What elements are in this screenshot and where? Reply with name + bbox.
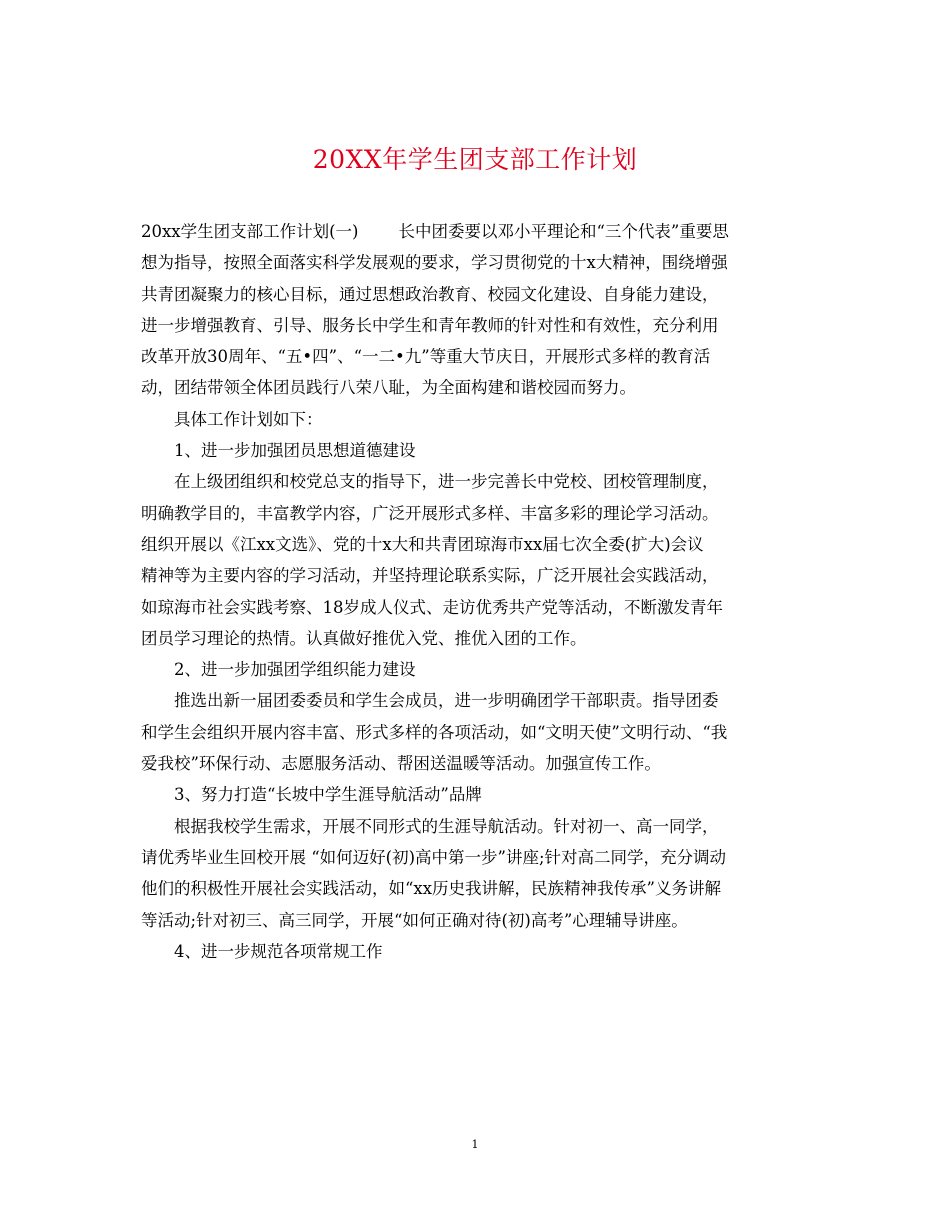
paragraph-line: 他们的积极性开展社会实践活动，如“xx历史我讲解，民族精神我传承”义务讲解 [141, 879, 721, 899]
paragraph-line: 请优秀毕业生回校开展 “如何迈好(初)高中第一步”讲座;针对高二同学，充分调动 [141, 847, 727, 867]
document-body [141, 216, 821, 967]
paragraph-line: 组织开展以《江xx文选》、党的十x大和共青团琼海市xx届七次全委(扩大)会议 [141, 534, 704, 554]
paragraph-line: 明确教学目的，丰富教学内容，广泛开展形式多样、丰富多彩的理论学习活动。 [141, 503, 719, 523]
paragraph-line: 改革开放30周年、“五•四”、“一二•九”等重大节庆日，开展形式多样的教育活 [141, 347, 711, 367]
paragraph-line: 推选出新一届团委委员和学生会成员，进一步明确团学干部职责。指导团委 [174, 691, 719, 711]
section-heading: 4、进一步规范各项常规工作 [174, 941, 383, 961]
section-heading: 1、进一步加强团员思想道德建设 [174, 441, 416, 461]
paragraph-line: 在上级团组织和校党总支的指导下，进一步完善长中党校、团校管理制度， [174, 472, 719, 492]
paragraph-line: 如琼海市社会实践考察、18岁成人仪式、走访优秀共产党等活动，不断激发青年 [141, 597, 723, 617]
section-heading: 3、努力打造“长坡中学生涯导航活动”品牌 [174, 785, 482, 805]
paragraph-line: 动，团结带领全体团员践行八荣八耻，为全面构建和谐校园而努力。 [141, 378, 636, 398]
paragraph-line: 根据我校学生需求，开展不同形式的生涯导航活动。针对初一、高一同学， [174, 816, 719, 836]
paragraph-line: 爱我校”环保行动、志愿服务活动、帮困送温暖等活动。加强宣传工作。 [141, 754, 661, 774]
paragraph-line: 进一步增强教育、引导、服务长中学生和青年教师的针对性和有效性，充分利用 [141, 315, 719, 335]
section-heading-inline: 20xx学生团支部工作计划(一) [141, 222, 359, 241]
paragraph-line: 和学生会组织开展内容丰富、形式多样的各项活动，如“文明天使”文明行动、“我 [141, 722, 728, 742]
section-heading: 2、进一步加强团学组织能力建设 [174, 660, 416, 680]
paragraph-line [141, 216, 821, 247]
paragraph-line: 想为指导，按照全面落实科学发展观的要求，学习贯彻党的十x大精神，围绕增强 [141, 253, 728, 273]
page-number: 1 [471, 1138, 479, 1151]
paragraph-text: 长中团委要以邓小平理论和“三个代表”重要思 [398, 222, 729, 241]
paragraph-line: 精神等为主要内容的学习活动，并坚持理论联系实际，广泛开展社会实践活动， [141, 566, 719, 586]
paragraph-line: 团员学习理论的热情。认真做好推优入党、推优入团的工作。 [141, 628, 587, 648]
paragraph-line: 共青团凝聚力的核心目标，通过思想政治教育、校园文化建设、自身能力建设， [141, 284, 719, 304]
document-title: 20XX年学生团支部工作计划 [312, 145, 638, 174]
paragraph-line: 具体工作计划如下： [174, 409, 323, 429]
paragraph-line: 等活动;针对初三、高三同学，开展“如何正确对待(初)高考”心理辅导讲座。 [141, 910, 688, 930]
